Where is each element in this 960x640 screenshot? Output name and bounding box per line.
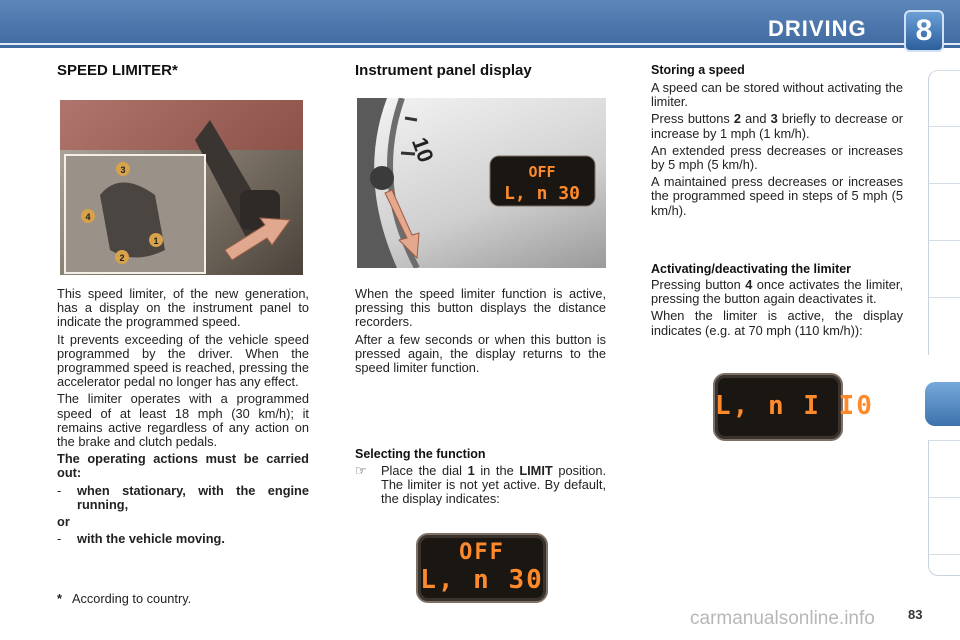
bullet-mark: - <box>57 531 62 547</box>
footnote-text: According to country. <box>71 591 192 606</box>
stalk-illustration <box>60 100 303 275</box>
section-title-speed-limiter: SPEED LIMITER* <box>57 62 178 79</box>
chapter-tab[interactable] <box>928 297 960 355</box>
col2-paragraph-2: After a few seconds or when this button is pressed again, the display returns to the speed limiter function. <box>355 331 606 376</box>
panel-lcd-top: OFF <box>528 163 556 181</box>
col2-text <box>355 287 606 378</box>
callout-2: 2 <box>119 253 125 263</box>
col2-bullet <box>355 464 606 507</box>
subheading-storing-speed: Storing a speed <box>651 63 745 77</box>
watermark: carmanualsonline.info <box>690 608 875 629</box>
col3-text-2 <box>651 278 903 341</box>
instrument-panel-photo <box>357 98 606 268</box>
footnote <box>57 592 309 606</box>
col3-paragraph-6: When the limiter is active, the display indicates (e.g. at 70 mph (110 km/h)): <box>651 308 903 338</box>
col1-bullet-2 <box>57 532 309 546</box>
subheading-selecting-function: Selecting the function <box>355 447 486 461</box>
col1-paragraph-1: This speed limiter, of the new generation, has a display on the instrument panel to indicate the programmed speed. <box>57 286 309 330</box>
chapter-tab-active[interactable] <box>925 382 960 426</box>
callout-1: 1 <box>153 236 159 246</box>
steering-stalk-photo <box>60 100 303 275</box>
lcd-lim-30-text: L, n 30 <box>420 565 544 595</box>
col3-paragraph-5: Pressing button 4 once activates the limiter, pressing the button again deactivates it. <box>651 277 903 307</box>
chapter-number-badge: 8 <box>904 10 944 52</box>
chapter-tab[interactable] <box>928 70 960 127</box>
dial-digits: 10 <box>406 133 439 166</box>
col3-paragraph-4: A maintained press decreases or increases the programmed speed in steps of 5 mph (5 km/h). <box>651 174 903 218</box>
dial-illustration <box>357 98 606 268</box>
bullet-text: with the vehicle moving. <box>77 531 225 547</box>
lcd-lim-110-text: L, n I I0 <box>715 391 874 421</box>
chapter-tab[interactable] <box>928 554 960 576</box>
callout-4: 4 <box>85 212 91 222</box>
lcd-display-110 <box>713 373 874 441</box>
page-number: 83 <box>908 607 923 622</box>
header-stripe <box>0 43 960 45</box>
footnote-mark: * <box>57 591 62 606</box>
col3-paragraph-2: Press buttons 2 and 3 briefly to decrease or increase by 1 mph (1 km/h). <box>651 111 903 141</box>
hand-pointer-icon: ☞ <box>355 463 367 478</box>
chapter-tab[interactable] <box>928 240 960 298</box>
col1-or: or <box>57 514 70 530</box>
chapter-title: DRIVING <box>768 16 867 41</box>
lcd-display-off <box>416 533 548 603</box>
col3-paragraph-3: An extended press decreases or increases by 5 mph (5 km/h). <box>651 142 903 173</box>
subheading-activating: Activating/deactivating the limiter <box>651 262 852 276</box>
bullet-text: when stationary, with the engine running, <box>77 482 309 512</box>
col1-text <box>57 287 309 546</box>
chapter-tab[interactable] <box>928 497 960 555</box>
col3-paragraph-1: A speed can be stored without activating the limiter. <box>651 80 903 110</box>
col1-paragraph-2: It prevents exceeding of the vehicle speed programmed by the driver. When the programmed speed is reached, pressing the accelerator pedal no longer has any effect. <box>57 331 309 390</box>
chapter-tab[interactable] <box>928 440 960 498</box>
col3-text-1 <box>651 81 903 221</box>
chapter-tab[interactable] <box>928 183 960 241</box>
col1-bullet-1 <box>57 484 309 512</box>
chapter-tab[interactable] <box>928 126 960 184</box>
lcd-off-text: OFF <box>459 540 505 565</box>
col1-paragraph-4: The operating actions must be carried out: <box>57 451 309 481</box>
callout-3: 3 <box>120 165 126 175</box>
bullet-mark: - <box>57 482 62 498</box>
panel-lcd-bottom: L, n 30 <box>504 183 580 204</box>
selecting-instruction: Place the dial 1 in the LIMIT position. The limiter is not yet active. By default, the display indicates: <box>381 463 606 507</box>
section-title-instrument-panel: Instrument panel display <box>355 62 532 79</box>
col1-paragraph-3: The limiter operates with a programmed speed of at least 18 mph (30 km/h); it remains active regardless of any action on the brake and clutch pedals. <box>57 391 309 450</box>
col2-paragraph-1: When the speed limiter function is active, pressing this button displays the distance recorders. <box>355 286 606 330</box>
